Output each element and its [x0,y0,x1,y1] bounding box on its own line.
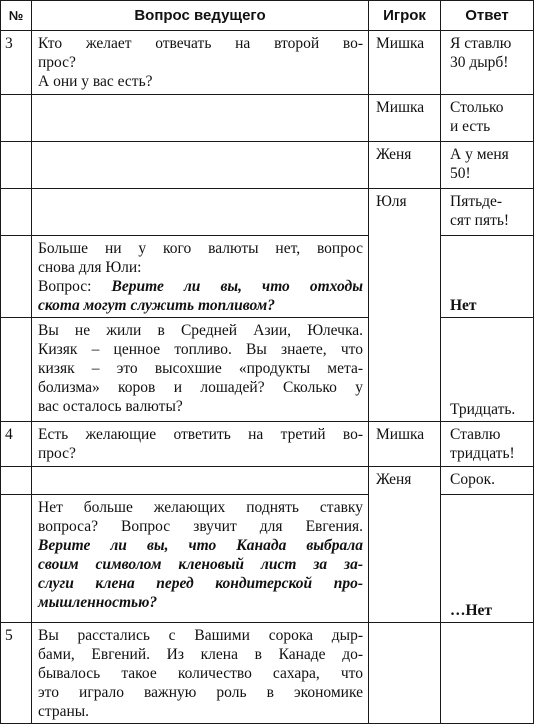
question-line: Больше ни у кого валюты нет, вопрос [38,240,363,257]
question-line: страны. [38,703,90,720]
question-line: прос? [38,445,76,462]
row-number [1,318,32,422]
question-cell [32,623,369,724]
row-number [1,467,32,495]
question-line: вопроса? Вопрос звучит для Евгения. [38,518,363,535]
question-line: скота могут служить топливом? [38,297,276,314]
question-line: А они у вас есть? [38,73,153,90]
table-row [1,318,534,422]
column-header-player: Игрок [369,1,441,31]
column-header-number: № [1,1,32,31]
answer-cell: Сорок. [441,467,534,495]
question-line: Вы не жили в Средней Азии, Юлечка. [38,322,363,339]
player-cell: Юля [369,189,441,422]
question-cell [32,495,369,623]
answer-cell [441,623,534,724]
row-number [1,95,32,142]
question-line: Верите ли вы, что Канада выбрала [38,537,363,554]
player-cell: Мишка [369,31,441,95]
player-cell: Мишка [369,422,441,467]
answer-line: и есть [450,118,491,135]
question-line: Есть желающие ответить на третий во- [38,426,363,443]
question-line: кизяк – это высохшие «продукты мета- [38,360,363,377]
table-row [1,623,534,724]
answer-cell [441,31,534,95]
question-line: болизма» коров и лошадей? Сколько у [38,379,363,396]
question-cell [32,318,369,422]
answer-line: А у меня [450,146,509,163]
answer-line: Пятьде- [450,193,503,210]
answer-line: …Нет [450,602,493,619]
answer-cell [441,142,534,189]
question-cell [32,236,369,318]
row-number: 5 [1,623,32,724]
question-cell [32,31,369,95]
answer-line: 30 дырб! [450,54,509,71]
question-line: Кизяк – ценное топливо. Вы знаете, что [38,341,363,358]
question-line: мышленностью? [38,594,158,611]
table-row [1,236,534,318]
question-line: Нет больше желающих поднять ставку [38,499,363,516]
question-cell [32,189,369,236]
row-number: 3 [1,31,32,95]
player-cell: Женя [369,142,441,189]
question-line: вас осталось валюты? [38,398,183,415]
answer-cell [441,422,534,467]
row-number: 4 [1,422,32,467]
answer-line: 50! [450,165,471,182]
question-cell [32,142,369,189]
question-cell [32,422,369,467]
answer-cell [441,236,534,318]
question-line: бами, Евгений. Из клена в Канаде до- [38,646,363,663]
table-row [1,467,534,495]
answer-line: тридцать! [450,445,515,462]
question-line: Кто желает отвечать на второй во- [38,35,363,52]
question-line: снова для Юли: [38,259,142,276]
row-number [1,236,32,318]
answer-cell [441,189,534,236]
question-prefix: Вопрос: [38,278,112,295]
question-line: бывалось такое количество сахара, что [38,665,363,682]
answer-cell [441,318,534,422]
table-row [1,495,534,623]
table-row [1,95,534,142]
table-row [1,142,534,189]
answer-line: Ставлю [450,426,501,443]
row-number [1,142,32,189]
table-header-row [1,1,534,31]
question-cell [32,467,369,495]
table-row [1,31,534,95]
player-cell [369,623,441,724]
answer-line: Столько [450,99,504,116]
table-row [1,422,534,467]
question-line: слуги клена перед кондитерской про- [38,575,363,592]
answer-line: Тридцать. [450,401,516,418]
row-number [1,495,32,623]
table-row [1,189,534,236]
question-cell [32,95,369,142]
row-number [1,189,32,236]
question-line: Вы расстались с Вашими сорока дыр- [38,627,363,644]
answer-line: Я ставлю [450,35,512,52]
answer-cell [441,95,534,142]
answer-cell [441,495,534,623]
answer-line: сят пять! [450,212,510,229]
player-cell: Женя [369,467,441,623]
column-header-answer: Ответ [441,1,534,31]
player-cell: Мишка [369,95,441,142]
column-header-question: Вопрос ведущего [32,1,369,31]
question-line: своим символом кленовый лист за за- [38,556,363,573]
question-emphasis: Верите ли вы, что отходы [111,278,363,295]
answer-line: Нет [450,297,477,314]
question-line: прос? [38,54,76,71]
question-line [38,277,363,296]
question-line: это играло важную роль в экономике [38,684,363,701]
